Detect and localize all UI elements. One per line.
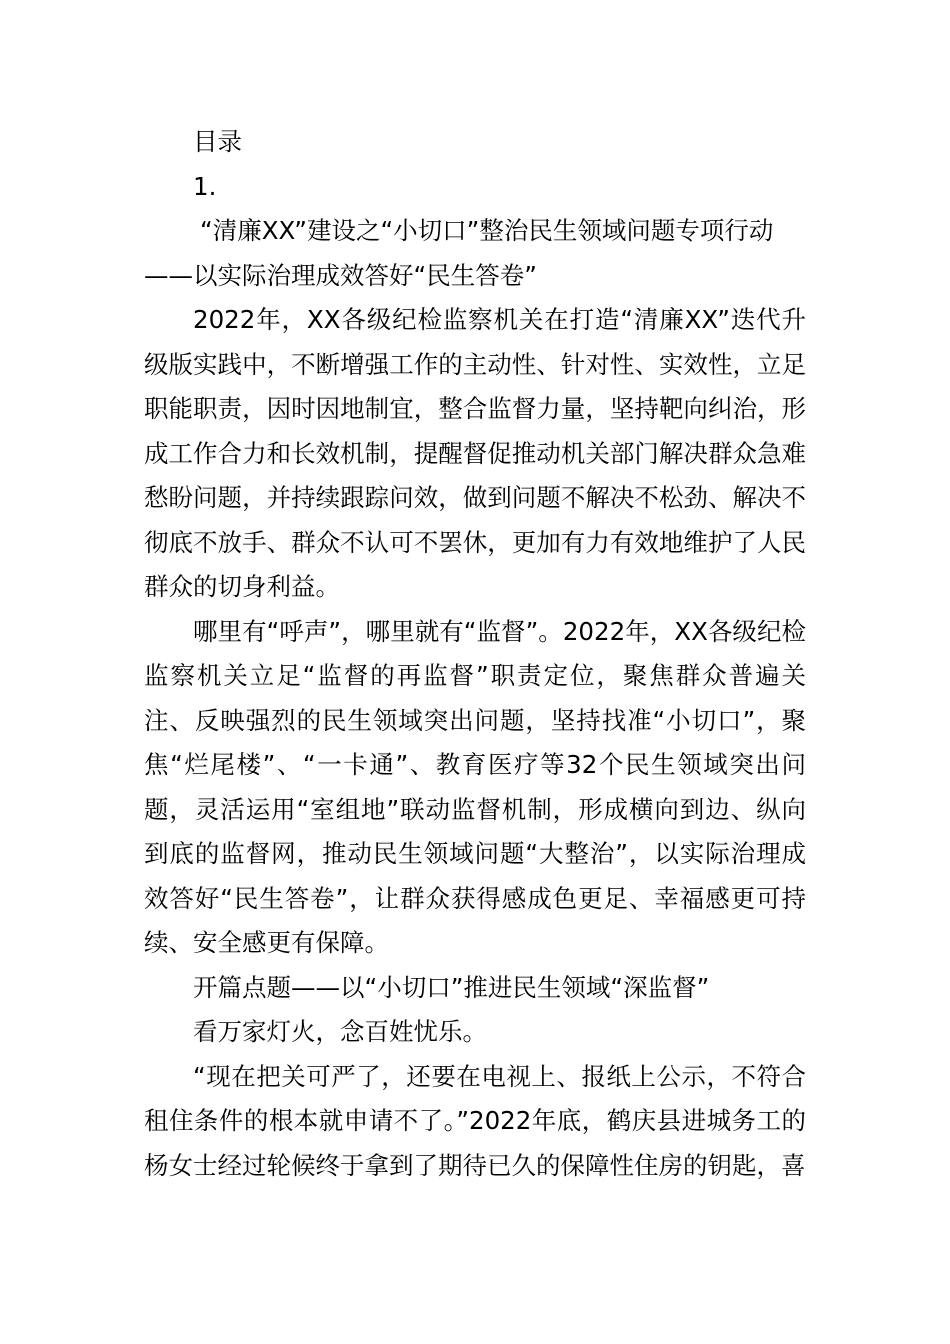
body-paragraph-2: 哪里有“呼声”，哪里就有“监督”。2022年，XX各级纪检监察机关立足“监督的再监督”职责定位，聚焦群众普遍关注、反映强烈的民生领域突出问题，坚持找准“小切口”，聚焦“烂尾楼”、“一卡通”、教育医疗等32个民生领域突出问题，灵活运用“室组地”联动监督机制，形成横向到边、纵向到底的监督网，推动民生领域问题“大整治”，以实际治理成效答好“民生答卷”，让群众获得感成色更足、幸福感更可持续、安全感更有保障。 [144,616,806,957]
quote-paragraph: “现在把关可严了，还要在电视上、报纸上公示，不符合租住条件的根本就申请不了。”2022年底，鹤庆县进城务工的杨女士经过轮候终于拿到了期待已久的保障性住房的钥匙，喜 [144,1061,806,1180]
article-title-line-2: ——以实际治理成效答好“民生答卷” [144,260,537,290]
lead-sentence: 看万家灯火，念百姓忧乐。 [193,1017,487,1046]
document-page [144,120,806,1188]
body-paragraph-1: 2022年，XX各级纪检监察机关在打造“清廉XX”迭代升级版实践中，不断增强工作的主动性、针对性、实效性，立足职能职责，因时因地制宜，整合监督力量，坚持靶向纠治，形成工作合力和长效机制，提醒督促推动机关部门解决群众急难愁盼问题，并持续跟踪问效，做到问题不解决不松劲、解决不彻底不放手、群众不认可不罢休，更加有力有效地维护了人民群众的切身利益。 [144,305,806,601]
article-title-line-1: “清廉XX”建设之“小切口”整治民生领域问题专项行动 [200,216,774,245]
section-heading: 开篇点题——以“小切口”推进民生领域“深监督” [193,972,710,1002]
toc-number: 1. [193,171,217,201]
toc-label: 目录 [193,127,242,156]
